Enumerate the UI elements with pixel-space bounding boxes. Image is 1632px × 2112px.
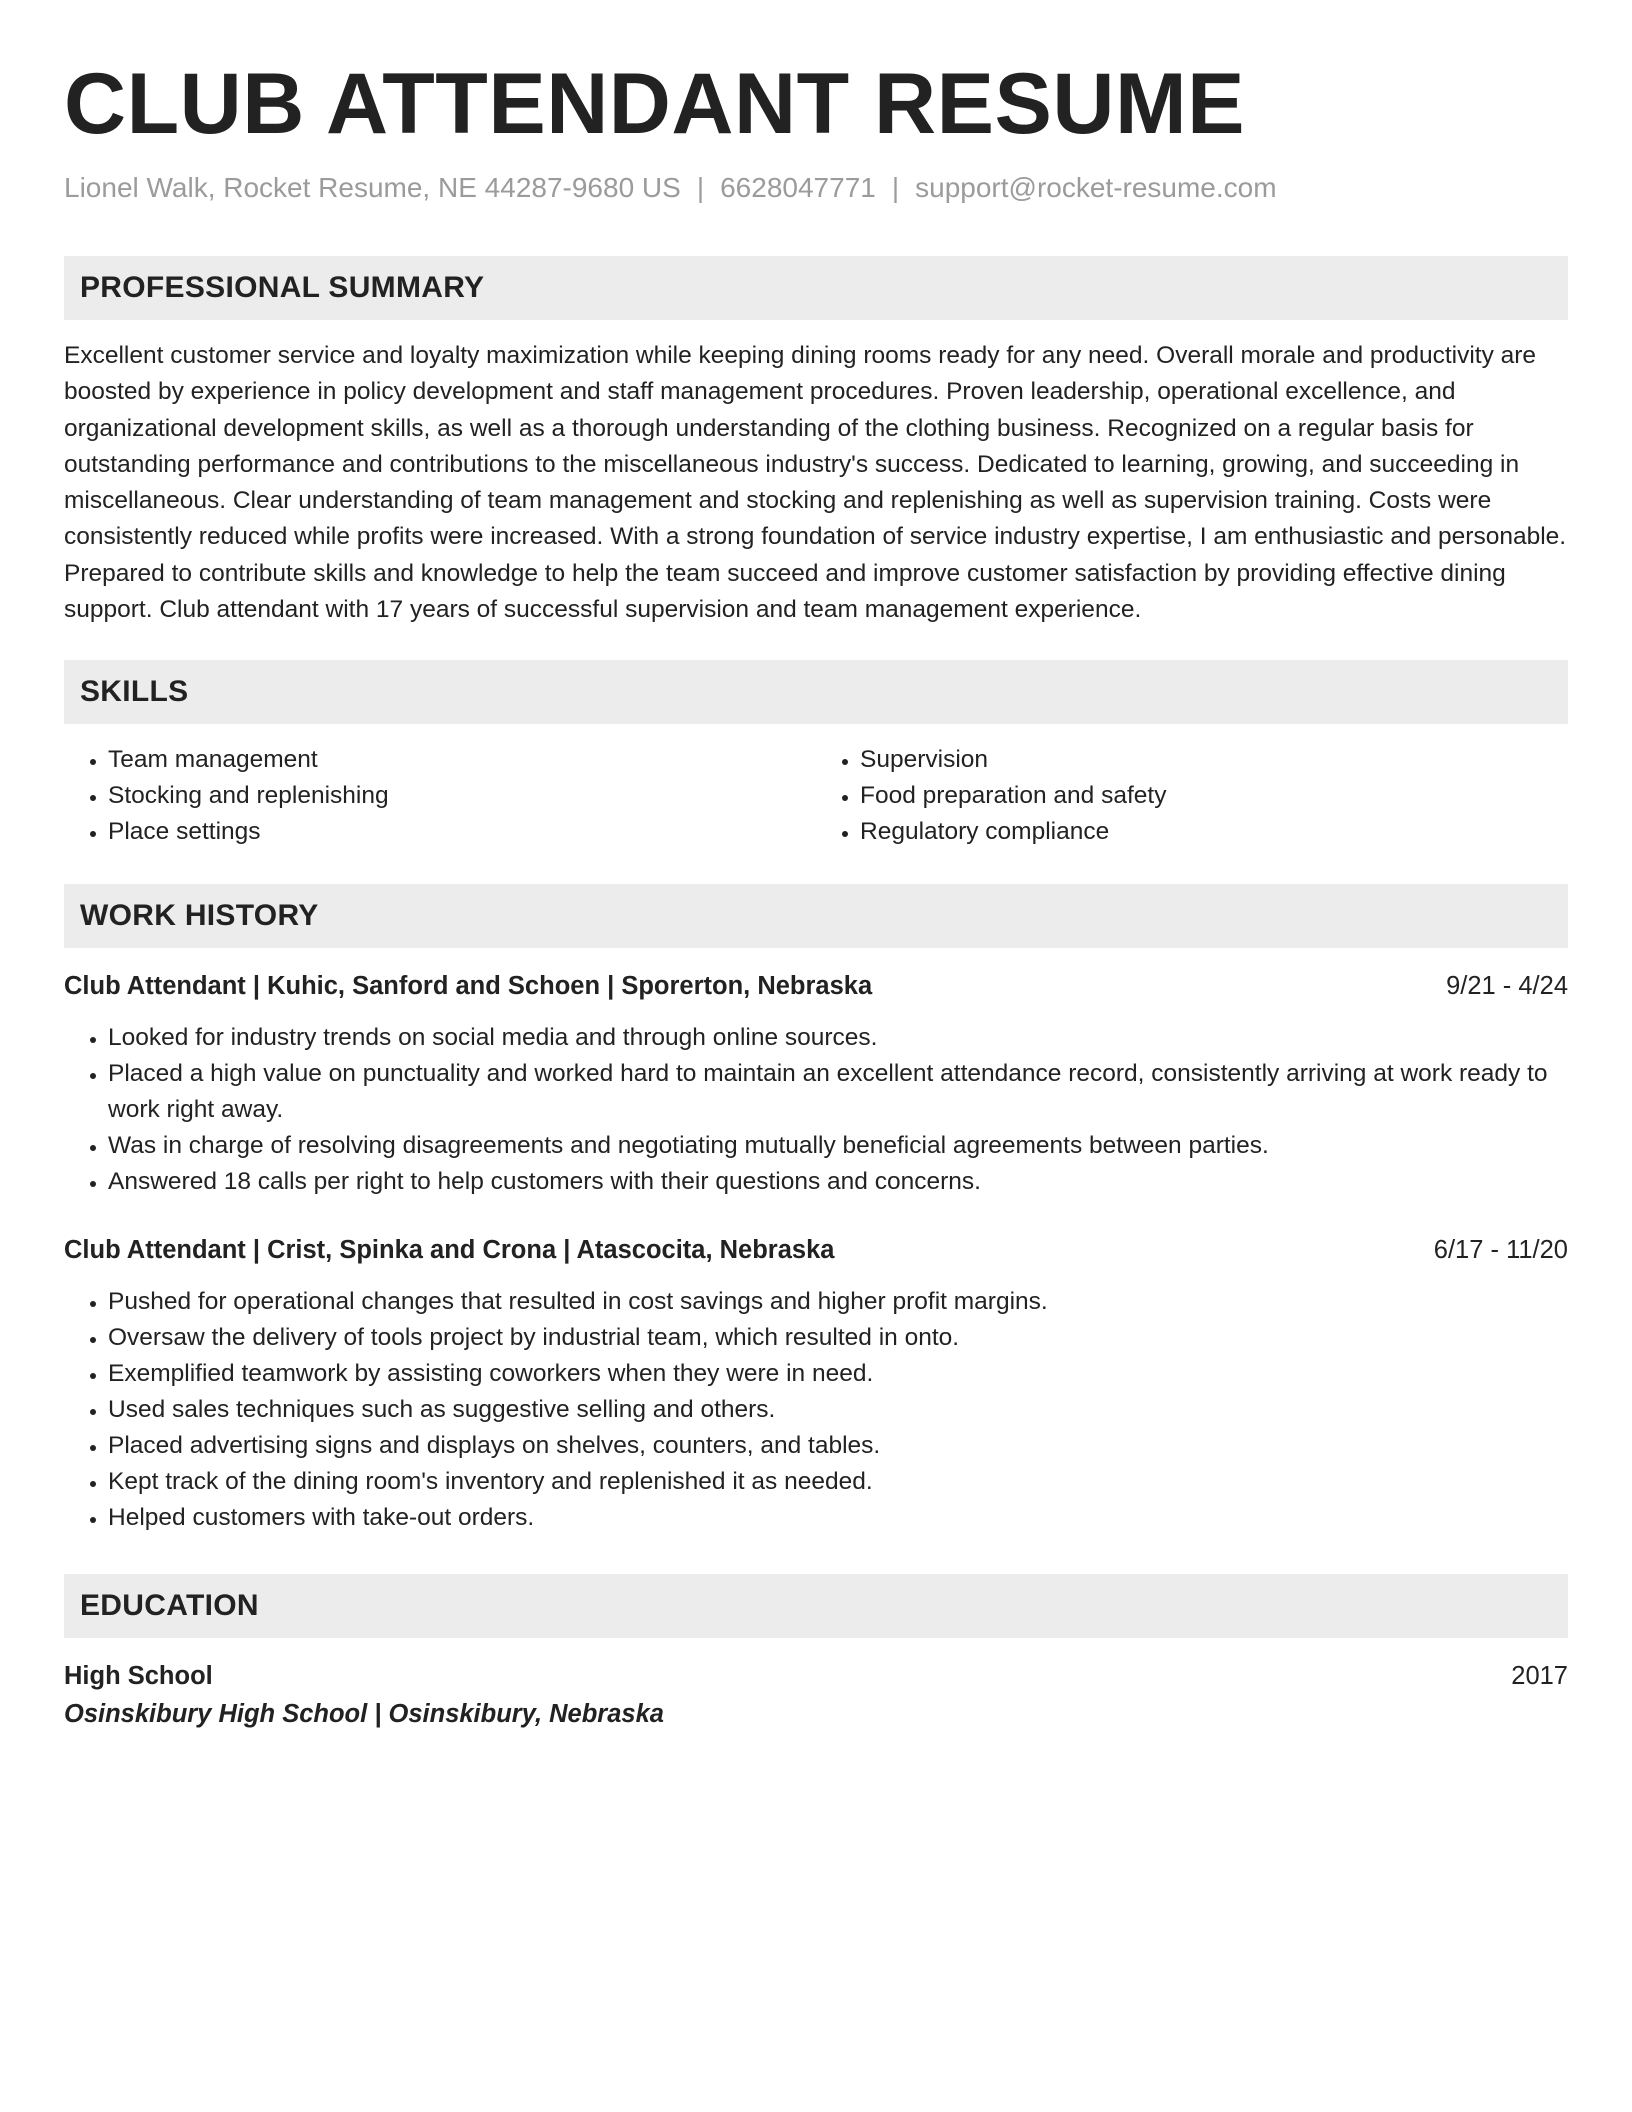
skills-column-right — [816, 742, 1568, 850]
job-header — [64, 1232, 1568, 1268]
job-entry — [64, 1232, 1568, 1536]
contact-separator: | — [696, 172, 705, 203]
section-header-work-history: WORK HISTORY — [64, 884, 1568, 948]
job-bullet: • Was in charge of resolving disagreements and negotiating mutually beneficial agreements between parties. — [108, 1128, 1568, 1164]
contact-phone: 6628047771 — [720, 172, 876, 203]
skill-item: • Regulatory compliance — [860, 814, 1568, 850]
summary-paragraph: Excellent customer service and loyalty maximization while keeping dining rooms ready for any need. Overall morale and productivity are boosted by experience in policy development and staff management procedures. Proven leadership, operational excellence, and organizational development skills, as well as a thorough understanding of the clothing business. Recognized on a regular basis for outstanding performance and contributions to the miscellaneous industry's success. Dedicated to learning, growing, and succeeding in miscellaneous. Clear understanding of team management and stocking and replenishing as well as supervision training. Costs were consistently reduced while profits were increased. With a strong foundation of service industry expertise, I am enthusiastic and personable. Prepared to contribute skills and knowledge to help the team succeed and improve customer satisfaction by providing effective dining support. Club attendant with 17 years of successful supervision and team management experience. — [64, 342, 1567, 624]
job-entry — [64, 968, 1568, 1200]
section-header-professional-summary: PROFESSIONAL SUMMARY — [64, 256, 1568, 320]
job-bullet: • Oversaw the delivery of tools project by industrial team, which resulted in onto. — [108, 1320, 1568, 1356]
job-bullet: • Exemplified teamwork by assisting coworkers when they were in need. — [108, 1356, 1568, 1392]
contact-line — [64, 170, 1568, 206]
job-bullets — [64, 1284, 1568, 1536]
contact-email: support@rocket-resume.com — [915, 172, 1277, 203]
skill-item: • Team management — [108, 742, 816, 778]
skill-item: • Food preparation and safety — [860, 778, 1568, 814]
skill-item: • Stocking and replenishing — [108, 778, 816, 814]
education-header — [64, 1658, 1568, 1694]
job-bullets — [64, 1020, 1568, 1200]
job-bullet: • Answered 18 calls per right to help customers with their questions and concerns. — [108, 1164, 1568, 1200]
job-title: Club Attendant | Kuhic, Sanford and Schoen | Sporerton, Nebraska — [64, 972, 873, 1001]
skills-column-left — [64, 742, 816, 850]
contact-address: Lionel Walk, Rocket Resume, NE 44287-9680 US — [64, 172, 681, 203]
job-bullet: • Helped customers with take-out orders. — [108, 1500, 1568, 1536]
skills-grid — [64, 742, 1568, 850]
education-degree: High School — [64, 1662, 213, 1691]
job-bullet: • Placed a high value on punctuality and worked hard to maintain an excellent attendance record, consistently arriving at work ready to work right away. — [108, 1056, 1568, 1128]
education-year: 2017 — [1511, 1662, 1568, 1691]
job-bullet: • Kept track of the dining room's inventory and replenished it as needed. — [108, 1464, 1568, 1500]
job-dates: 9/21 - 4/24 — [1446, 972, 1568, 1001]
skill-item: • Place settings — [108, 814, 816, 850]
section-header-education: EDUCATION — [64, 1574, 1568, 1638]
job-bullet: • Used sales techniques such as suggestive selling and others. — [108, 1392, 1568, 1428]
section-header-skills: SKILLS — [64, 660, 1568, 724]
skill-item: • Supervision — [860, 742, 1568, 778]
contact-separator: | — [891, 172, 900, 203]
job-dates: 6/17 - 11/20 — [1433, 1236, 1568, 1265]
job-bullet: • Placed advertising signs and displays on shelves, counters, and tables. — [108, 1428, 1568, 1464]
job-header — [64, 968, 1568, 1004]
job-bullet: • Looked for industry trends on social media and through online sources. — [108, 1020, 1568, 1056]
resume-title: CLUB ATTENDANT RESUME — [64, 56, 1245, 152]
education-school: Osinskibury High School | Osinskibury, Nebraska — [64, 1700, 664, 1729]
job-bullet: • Pushed for operational changes that resulted in cost savings and higher profit margins. — [108, 1284, 1568, 1320]
job-title: Club Attendant | Crist, Spinka and Crona | Atascocita, Nebraska — [64, 1236, 835, 1265]
education-entry — [64, 1658, 1568, 1732]
